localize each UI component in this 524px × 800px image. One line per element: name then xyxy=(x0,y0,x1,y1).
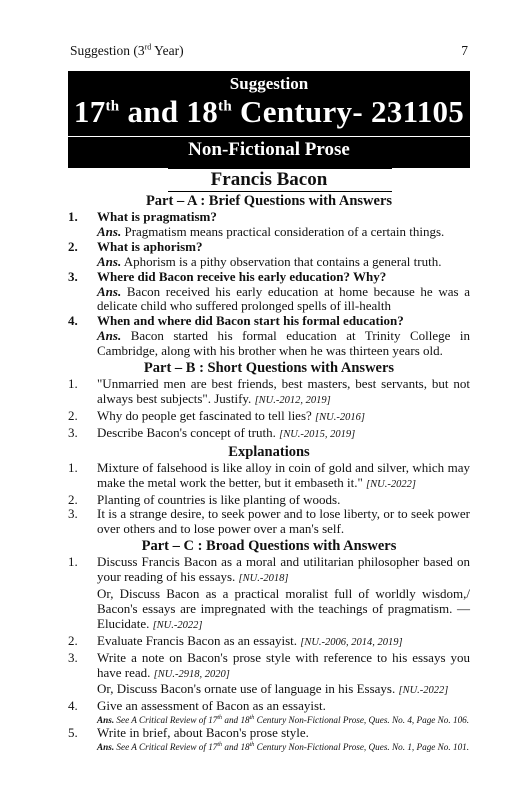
author-heading: Francis Bacon xyxy=(210,169,328,190)
page-number: 7 xyxy=(461,43,468,58)
part-a-heading: Part – A : Brief Questions with Answers xyxy=(145,193,393,209)
part-b-heading: Part – B : Short Questions with Answers xyxy=(143,360,395,377)
list-item: 1. Mixture of falsehood is like alloy in coin of gold and silver, which may make the metal work the better, but it embaseth it." [NU.-2022] xyxy=(68,459,470,490)
list-item: 1. Discuss Francis Bacon as a moral and utilitarian philosopher based on your reading of his essays. [NU.-2018] Or, Discuss Bacon as a practical moralist full of worldly wisdom,/ Bacon's essays are impregnated with the teachings of pragmatism. — Elucidate. [NU.-2022] xyxy=(68,554,470,631)
answer-reference: Ans. See A Critical Review of 17th and 18th Century Non-Fictional Prose, Ques. No. 1, Page No. 101. xyxy=(97,742,470,753)
list-item: 2. Planting of countries is like planting of woods. xyxy=(68,491,341,507)
banner-course-title: 17th and 18th Century- 231105 xyxy=(73,94,465,129)
list-item: 1. "Unmarried men are best friends, best masters, best servants, but not always best subjects". Justify. [NU.-2012, 2019] xyxy=(68,376,470,406)
banner-suggestion: Suggestion xyxy=(229,74,309,93)
list-item: 4. When and where did Bacon start his formal education? Ans. Bacon started his formal education at Trinity College in Cambridge, along with his brother when he was thirteen years old. xyxy=(68,313,470,359)
content xyxy=(68,192,470,753)
list-item: 4. Give an assessment of Bacon as an essayist. Ans. See A Critical Review of 17th and 18th Century Non-Fictional Prose, Ques. No. 4, Page No. 106. xyxy=(68,698,470,726)
list-item: 1. What is pragmatism? Ans. Pragmatism means practical consideration of a certain things. xyxy=(68,209,445,239)
list-item: 3. It is a strange desire, to seek power and to lose liberty, or to seek power over others and to lose power over a man's self. xyxy=(68,506,470,537)
list-item: 3. Where did Bacon receive his early education? Why? Ans. Bacon received his early education at home because he was a delicate child who suffered prolonged spells of ill-health xyxy=(68,268,470,314)
list-item: 3. Describe Bacon's concept of truth. [NU.-2015, 2019] xyxy=(68,424,356,440)
list-item: 3. Write a note on Bacon's prose style with reference to his essays you have read. [NU.-2918, 2020] Or, Discuss Bacon's ornate use of language in his Essays. [NU.-2022] xyxy=(68,649,470,697)
banner-subtitle: Non-Fictional Prose xyxy=(68,136,470,161)
list-item: 5. Write in brief, about Bacon's prose style. Ans. See A Critical Review of 17th and 18th Century Non-Fictional Prose, Ques. No. 1, Page No. 101. xyxy=(68,725,470,753)
title-banner xyxy=(68,71,470,168)
header-title: Suggestion (3rd Year) xyxy=(70,42,184,58)
part-c-heading: Part – C : Broad Questions with Answers xyxy=(141,538,397,555)
answer-reference: Ans. See A Critical Review of 17th and 18th Century Non-Fictional Prose, Ques. No. 4, Page No. 106. xyxy=(97,715,470,726)
explanations-heading: Explanations xyxy=(228,443,310,460)
list-item: 2. What is aphorism? Ans. Aphorism is a pithy observation that contains a general truth. xyxy=(68,238,442,269)
list-item: 2. Evaluate Francis Bacon as an essayist. [NU.-2006, 2014, 2019] xyxy=(68,632,403,648)
list-item: 2. Why do people get fascinated to tell lies? [NU.-2016] xyxy=(68,407,365,423)
running-header xyxy=(70,43,468,59)
